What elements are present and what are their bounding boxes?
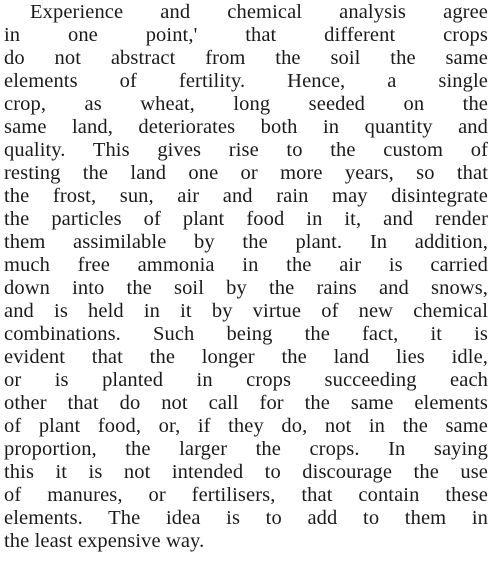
text-line: other that do not call for the same elements [4,392,488,414]
text-line: of manures, or fertilisers, that contain these [4,484,488,506]
text-line: crop, as wheat, long seeded on the [4,93,488,115]
text-line: and is held in it by virtue of new chemical [4,300,488,322]
text-line: combinations. Such being the fact, it is [4,323,488,345]
text-line: evident that the longer the land lies idle, [4,346,488,368]
text-line: much free ammonia in the air is carried [4,254,488,276]
text-line: resting the land one or more years, so that [4,162,488,184]
text-line: this it is not intended to discourage the use [4,461,488,483]
text-line: quality. This gives rise to the custom of [4,139,488,161]
text-line: the frost, sun, air and rain may disintegrate [4,185,488,207]
text-line: of plant food, or, if they do, not in the same [4,415,488,437]
text-line: elements of fertility. Hence, a single [4,70,488,92]
text-line: in one point,' that different crops [4,24,488,46]
text-line: the least expensive way. [4,530,205,552]
text-line: same land, deteriorates both in quantity and [4,116,488,138]
text-line: elements. The idea is to add to them in [4,507,488,529]
text-line: or is planted in crops succeeding each [4,369,488,391]
text-line: do not abstract from the soil the same [4,47,488,69]
text-line: the particles of plant food in it, and render [4,208,488,230]
text-line: Experience and chemical analysis agree [30,1,488,23]
text-line: down into the soil by the rains and snows, [4,277,488,299]
text-line: them assimilable by the plant. In addition, [4,231,488,253]
text-line: proportion, the larger the crops. In saying [4,438,488,460]
